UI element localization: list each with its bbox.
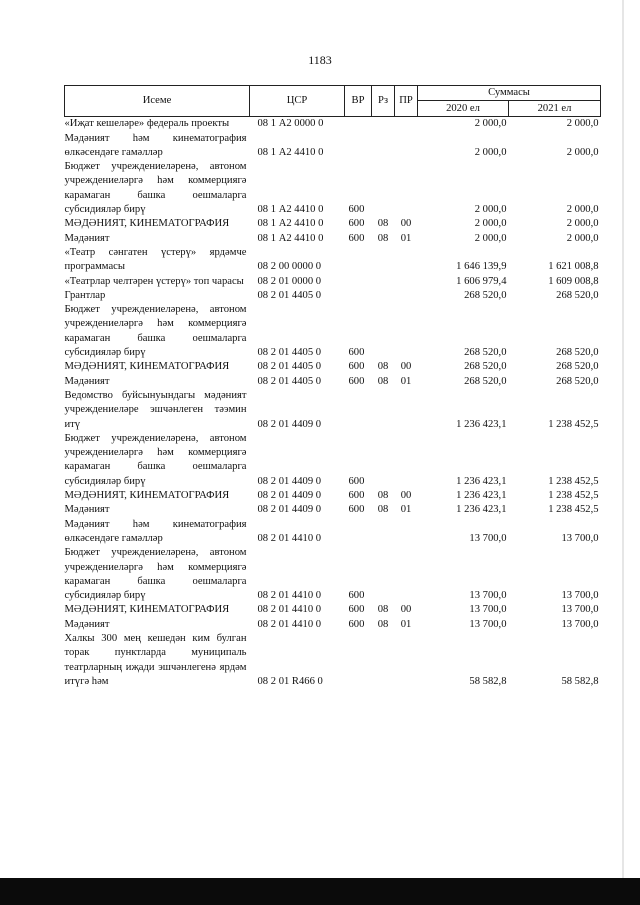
- row-name: «Театрлар челтәрен үстерү» топ чарасы: [64, 275, 244, 287]
- row-vr: 600: [348, 218, 365, 230]
- row-name: «Иҗат кешеләре» федераль проекты: [64, 118, 230, 130]
- row-pr: [395, 275, 418, 289]
- row-amount-2020: 13 700,0: [469, 532, 507, 544]
- row-name: МӘДӘНИЯТ, КИНЕМАТОГРАФИЯ: [64, 490, 230, 502]
- table-header: [65, 86, 601, 117]
- row-amount-2021: 1 238 452,5: [548, 418, 599, 430]
- row-name: Мәдәният: [64, 375, 110, 387]
- row-amount-2020: 58 582,8: [469, 675, 507, 687]
- row-rz: [372, 289, 395, 303]
- row-csr: 08 1 А2 4410 0: [257, 146, 324, 158]
- row-rz: 08: [377, 490, 389, 502]
- row-rz: [372, 389, 395, 432]
- table-row: [65, 132, 601, 161]
- table-row: [65, 389, 601, 432]
- table-row: [65, 117, 601, 132]
- row-pr: [395, 160, 418, 217]
- row-name: Мәдәният: [64, 504, 110, 516]
- row-amount-2021: 2 000,0: [566, 218, 599, 230]
- table-row: [65, 289, 601, 303]
- row-vr: 600: [348, 475, 365, 487]
- row-name: Бюджет учреждениеләренә, автоном учреждениеләргә һәм коммерциягә карамаган башка оешмаларга субсидияләр бирү: [64, 432, 247, 487]
- row-pr: [395, 246, 418, 275]
- row-amount-2021: 2 000,0: [566, 118, 599, 130]
- row-amount-2020: 2 000,0: [474, 204, 507, 216]
- row-vr: [345, 132, 372, 161]
- row-amount-2020: 268 520,0: [464, 289, 507, 301]
- row-amount-2020: 268 520,0: [464, 361, 507, 373]
- row-rz: [372, 117, 395, 132]
- row-amount-2020: 268 520,0: [464, 347, 507, 359]
- row-amount-2021: 13 700,0: [561, 532, 599, 544]
- row-amount-2020: 1 606 979,4: [456, 275, 507, 287]
- row-vr: 600: [348, 347, 365, 359]
- row-pr: 00: [400, 604, 412, 616]
- row-csr: 08 2 01 4410 0: [257, 604, 322, 616]
- row-amount-2021: 58 582,8: [561, 675, 599, 687]
- row-amount-2021: 1 609 008,8: [548, 275, 599, 287]
- row-amount-2020: 2 000,0: [474, 218, 507, 230]
- header-vr: ВР: [345, 86, 372, 117]
- row-name: Бюджет учреждениеләренә, автоном учреждениеләргә һәм коммерциягә карамаган башка оешмаларга субсидияләр бирү: [64, 547, 247, 602]
- row-csr: 08 2 01 4409 0: [257, 490, 322, 502]
- row-amount-2021: 1 238 452,5: [548, 504, 599, 516]
- row-rz: 08: [377, 375, 389, 387]
- row-vr: 600: [348, 490, 365, 502]
- row-amount-2021: 268 520,0: [556, 347, 599, 359]
- row-csr: 08 2 00 0000 0: [257, 261, 322, 273]
- scan-bottom-border: [0, 878, 640, 905]
- row-rz: 08: [377, 504, 389, 516]
- row-amount-2020: 2 000,0: [474, 118, 507, 130]
- row-rz: 08: [377, 232, 389, 244]
- row-amount-2021: 268 520,0: [556, 289, 599, 301]
- table-row: [65, 275, 601, 289]
- row-name: Ведомство буйсынуындагы мәдәният учреждениеләре эшчәнлеген тәэмин итү: [64, 389, 247, 430]
- row-amount-2020: 1 646 139,9: [456, 261, 507, 273]
- row-pr: 01: [400, 232, 412, 244]
- row-pr: 00: [400, 490, 412, 502]
- header-name: Исеме: [65, 86, 250, 117]
- row-amount-2021: 2 000,0: [566, 232, 599, 244]
- table-row: [65, 489, 601, 503]
- row-vr: 600: [348, 618, 365, 630]
- row-rz: [372, 275, 395, 289]
- row-vr: [345, 117, 372, 132]
- row-rz: [372, 132, 395, 161]
- row-vr: [345, 289, 372, 303]
- row-csr: 08 2 01 4410 0: [257, 590, 322, 602]
- header-pr: ПР: [395, 86, 418, 117]
- table-row: [65, 160, 601, 217]
- table-row: [65, 217, 601, 231]
- row-amount-2020: 1 236 423,1: [456, 418, 507, 430]
- table-row: [65, 546, 601, 603]
- table-row: [65, 232, 601, 246]
- row-csr: 08 2 01 4405 0: [257, 375, 322, 387]
- row-amount-2021: 268 520,0: [556, 375, 599, 387]
- row-csr: 08 1 А2 4410 0: [257, 232, 324, 244]
- budget-table-container: [64, 85, 600, 689]
- row-rz: [372, 518, 395, 547]
- row-pr: [395, 632, 418, 689]
- table-row: [65, 303, 601, 360]
- row-pr: [395, 432, 418, 489]
- header-year-2021: 2021 ел: [509, 101, 601, 117]
- table-row: [65, 632, 601, 689]
- row-name: Мәдәният һәм кинематография өлкәсендәге гамәлләр: [64, 132, 247, 158]
- row-name: Бюджет учреждениеләренә, автоном учреждениеләргә һәм коммерциягә карамаган башка оешмаларга субсидияләр бирү: [64, 304, 247, 359]
- table-row: [65, 432, 601, 489]
- row-csr: 08 2 01 4409 0: [257, 418, 322, 430]
- table-row: [65, 518, 601, 547]
- row-amount-2021: 1 621 008,8: [548, 261, 599, 273]
- row-amount-2020: 1 236 423,1: [456, 490, 507, 502]
- row-rz: 08: [377, 604, 389, 616]
- row-amount-2020: 1 236 423,1: [456, 475, 507, 487]
- row-vr: [345, 275, 372, 289]
- row-amount-2021: 13 700,0: [561, 618, 599, 630]
- header-year-2020: 2020 ел: [418, 101, 509, 117]
- header-csr: ЦСР: [250, 86, 345, 117]
- table-row: [65, 603, 601, 617]
- row-amount-2021: 1 238 452,5: [548, 475, 599, 487]
- table-row: [65, 360, 601, 374]
- row-pr: [395, 546, 418, 603]
- table-row: [65, 375, 601, 389]
- row-name: Грантлар: [64, 289, 106, 301]
- row-amount-2020: 13 700,0: [469, 604, 507, 616]
- row-pr: [395, 132, 418, 161]
- row-name: Мәдәният: [64, 618, 110, 630]
- row-vr: 600: [348, 504, 365, 516]
- row-pr: 01: [400, 375, 412, 387]
- row-csr: 08 2 01 R466 0: [257, 675, 323, 687]
- row-amount-2021: 2 000,0: [566, 146, 599, 158]
- row-vr: [345, 632, 372, 689]
- row-csr: 08 2 01 4405 0: [257, 347, 322, 359]
- row-name: МӘДӘНИЯТ, КИНЕМАТОГРАФИЯ: [64, 361, 230, 373]
- table-row: [65, 246, 601, 275]
- row-rz: [372, 160, 395, 217]
- table-row: [65, 503, 601, 517]
- row-name: «Театр сәнгатен үстерү» ярдәмче программасы: [64, 246, 247, 273]
- row-csr: 08 1 А2 4410 0: [257, 218, 324, 230]
- row-vr: 600: [348, 375, 365, 387]
- row-pr: [395, 389, 418, 432]
- row-pr: 00: [400, 218, 412, 230]
- row-pr: [395, 303, 418, 360]
- row-amount-2020: 13 700,0: [469, 618, 507, 630]
- row-rz: 08: [377, 618, 389, 630]
- row-csr: 08 2 01 4410 0: [257, 532, 322, 544]
- row-csr: 08 1 А2 0000 0: [257, 118, 324, 130]
- row-pr: [395, 289, 418, 303]
- row-pr: 00: [400, 361, 412, 373]
- row-pr: [395, 117, 418, 132]
- scan-edge-shadow: [622, 0, 624, 878]
- row-amount-2020: 2 000,0: [474, 146, 507, 158]
- row-amount-2021: 13 700,0: [561, 604, 599, 616]
- budget-table: [64, 85, 601, 689]
- row-amount-2020: 13 700,0: [469, 590, 507, 602]
- row-vr: [345, 518, 372, 547]
- row-pr: 01: [400, 504, 412, 516]
- header-sums: Суммасы: [418, 86, 601, 101]
- row-rz: [372, 432, 395, 489]
- row-vr: 600: [348, 604, 365, 616]
- row-vr: 600: [348, 232, 365, 244]
- table-body: [65, 117, 601, 689]
- row-name: МӘДӘНИЯТ, КИНЕМАТОГРАФИЯ: [64, 604, 230, 616]
- row-amount-2020: 1 236 423,1: [456, 504, 507, 516]
- row-rz: 08: [377, 361, 389, 373]
- row-name: Бюджет учреждениеләренә, автоном учреждениеләргә һәм коммерциягә карамаган башка оешмаларга субсидияләр бирү: [64, 161, 247, 216]
- row-amount-2021: 2 000,0: [566, 204, 599, 216]
- row-rz: [372, 246, 395, 275]
- row-amount-2021: 13 700,0: [561, 590, 599, 602]
- row-vr: 600: [348, 204, 365, 216]
- row-name: Мәдәният һәм кинематография өлкәсендәге гамәлләр: [64, 518, 247, 544]
- row-csr: 08 2 01 4405 0: [257, 361, 322, 373]
- row-vr: [345, 246, 372, 275]
- page-number: 1183: [308, 53, 332, 67]
- row-amount-2021: 268 520,0: [556, 361, 599, 373]
- row-csr: 08 2 01 0000 0: [257, 275, 322, 287]
- row-amount-2020: 268 520,0: [464, 375, 507, 387]
- row-pr: 01: [400, 618, 412, 630]
- header-rz: Рз: [372, 86, 395, 117]
- row-rz: [372, 303, 395, 360]
- row-vr: 600: [348, 361, 365, 373]
- row-csr: 08 1 А2 4410 0: [257, 204, 324, 216]
- row-name: Халкы 300 мең кешедән ким булган торак пунктларда муниципаль театрларның иҗади эшчәнлегенә ярдәм итүгә һәм: [64, 632, 247, 687]
- row-name: МӘДӘНИЯТ, КИНЕМАТОГРАФИЯ: [64, 218, 230, 230]
- row-rz: [372, 546, 395, 603]
- row-csr: 08 2 01 4410 0: [257, 618, 322, 630]
- row-csr: 08 2 01 4409 0: [257, 475, 322, 487]
- row-amount-2021: 1 238 452,5: [548, 490, 599, 502]
- table-row: [65, 618, 601, 632]
- row-csr: 08 2 01 4405 0: [257, 289, 322, 301]
- row-csr: 08 2 01 4409 0: [257, 504, 322, 516]
- row-name: Мәдәният: [64, 232, 110, 244]
- row-vr: [345, 389, 372, 432]
- row-rz: 08: [377, 218, 389, 230]
- row-pr: [395, 518, 418, 547]
- row-amount-2020: 2 000,0: [474, 232, 507, 244]
- row-vr: 600: [348, 590, 365, 602]
- row-rz: [372, 632, 395, 689]
